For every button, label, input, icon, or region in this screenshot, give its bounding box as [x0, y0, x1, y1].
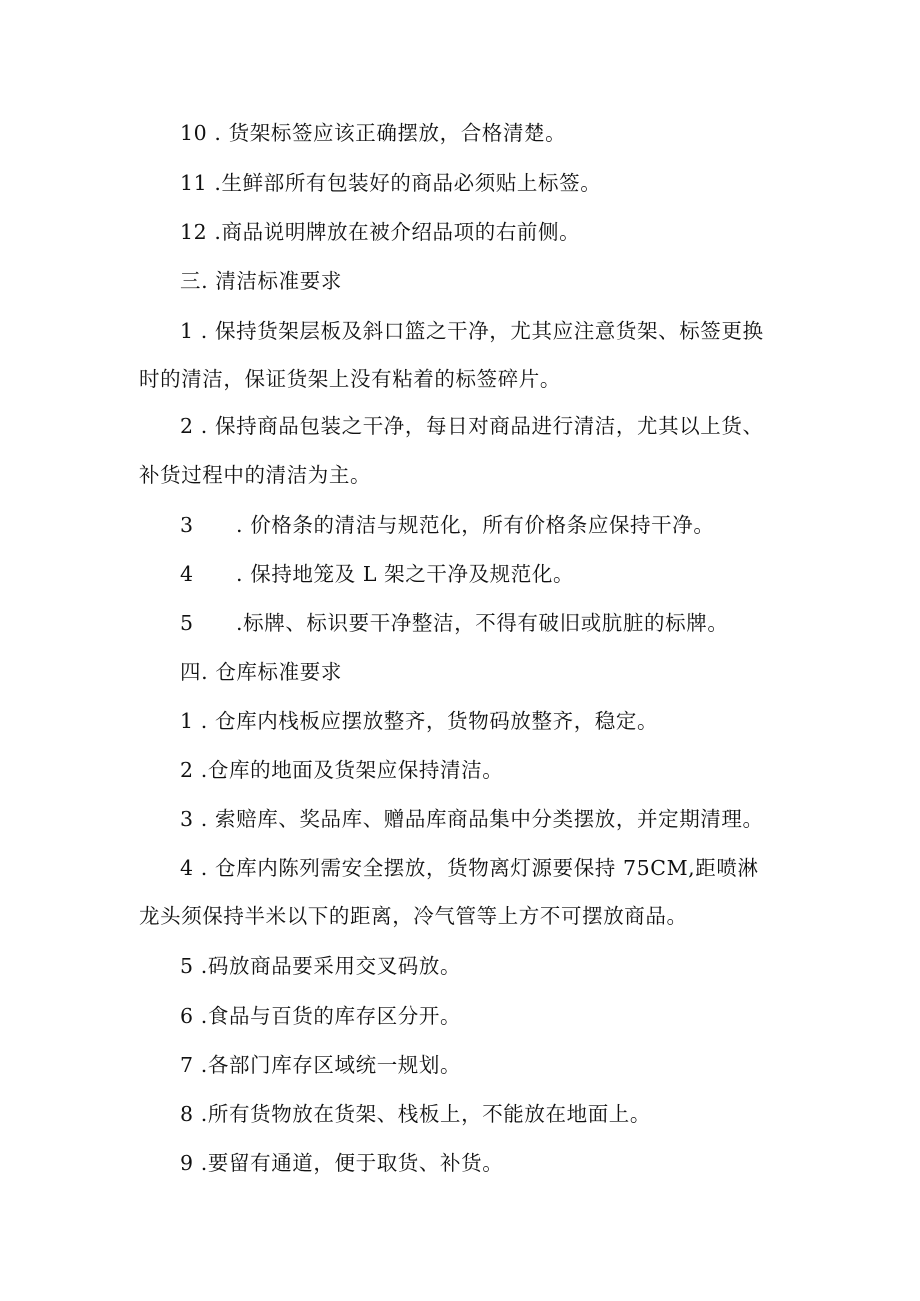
- item-text: .仓库的地面及货架应保持清洁。: [193, 758, 504, 782]
- list-item-cleaning-5: [180, 610, 728, 636]
- item-text: .所有货物放在货架、栈板上，不能放在地面上。: [193, 1102, 651, 1126]
- item-number: 4: [180, 562, 194, 586]
- section-heading-cleaning: [180, 268, 342, 294]
- item-number: 10: [180, 121, 208, 145]
- item-number: 4: [180, 856, 194, 880]
- list-item-11: [180, 170, 601, 196]
- section-heading-warehouse: [180, 659, 342, 685]
- item-number: 1: [180, 709, 194, 733]
- item-number: 3: [180, 513, 194, 537]
- item-text: . 保持商品包装之干净，每日对商品进行清洁，尤其以上货、: [193, 414, 764, 438]
- item-number: 3: [180, 807, 194, 831]
- list-item-warehouse-1: [180, 708, 658, 734]
- list-item-cleaning-4: [180, 561, 574, 587]
- item-text: . 索赔库、奖品库、赠品库商品集中分类摆放，并定期清理。: [193, 807, 764, 831]
- item-text: .商品说明牌放在被介绍品项的右前侧。: [207, 220, 581, 244]
- list-item-cleaning-2: [180, 413, 764, 439]
- item-text: .码放商品要采用交叉码放。: [193, 954, 462, 978]
- item-text: .标牌、标识要干净整洁，不得有破旧或肮脏的标牌。: [236, 611, 729, 635]
- item-text: .要留有通道，便于取货、补货。: [193, 1151, 504, 1175]
- item-text: 龙头须保持半米以下的距离，冷气管等上方不可摆放商品。: [139, 904, 688, 928]
- item-text: .生鲜部所有包装好的商品必须贴上标签。: [207, 171, 602, 195]
- item-number: 8: [180, 1102, 194, 1126]
- list-item-warehouse-2: [180, 757, 503, 783]
- item-number: 11: [180, 171, 208, 195]
- section-heading-text: 四. 仓库标准要求: [180, 660, 342, 684]
- list-item-10: [180, 120, 566, 146]
- item-text: . 价格条的清洁与规范化，所有价格条应保持干净。: [236, 513, 715, 537]
- list-item-12: [180, 219, 580, 245]
- item-text: . 保持货架层板及斜口篮之干净，尤其应注意货架、标签更换: [193, 319, 764, 343]
- list-item-warehouse-4-continued: [139, 903, 688, 929]
- item-number: 1: [180, 319, 194, 343]
- list-item-warehouse-3: [180, 806, 764, 832]
- list-item-warehouse-8: [180, 1101, 651, 1127]
- item-number: 2: [180, 758, 194, 782]
- item-text: . 保持地笼及 L 架之干净及规范化。: [236, 562, 575, 586]
- section-heading-text: 三. 清洁标准要求: [180, 269, 342, 293]
- item-text: . 货架标签应该正确摆放，合格清楚。: [207, 121, 567, 145]
- item-number: 9: [180, 1151, 194, 1175]
- list-item-cleaning-1-continued: [139, 366, 561, 392]
- list-item-cleaning-2-continued: [139, 462, 371, 488]
- item-text: 时的清洁，保证货架上没有粘着的标签碎片。: [139, 367, 561, 391]
- list-item-warehouse-7: [180, 1052, 461, 1078]
- item-number: 6: [180, 1004, 194, 1028]
- list-item-cleaning-1: [180, 318, 764, 344]
- item-number: 5: [180, 611, 194, 635]
- item-text: 补货过程中的清洁为主。: [139, 463, 372, 487]
- list-item-warehouse-6: [180, 1003, 461, 1029]
- item-text: .各部门库存区域统一规划。: [193, 1053, 462, 1077]
- list-item-cleaning-3: [180, 512, 714, 538]
- item-number: 2: [180, 414, 194, 438]
- item-number: 7: [180, 1053, 194, 1077]
- item-text: . 仓库内栈板应摆放整齐，货物码放整齐，稳定。: [193, 709, 659, 733]
- list-item-warehouse-4: [180, 855, 759, 881]
- item-number: 12: [180, 220, 208, 244]
- list-item-warehouse-9: [180, 1150, 503, 1176]
- list-item-warehouse-5: [180, 953, 461, 979]
- item-text: .食品与百货的库存区分开。: [193, 1004, 462, 1028]
- item-number: 5: [180, 954, 194, 978]
- item-text: . 仓库内陈列需安全摆放，货物离灯源要保持 75CM,距喷淋: [193, 856, 759, 880]
